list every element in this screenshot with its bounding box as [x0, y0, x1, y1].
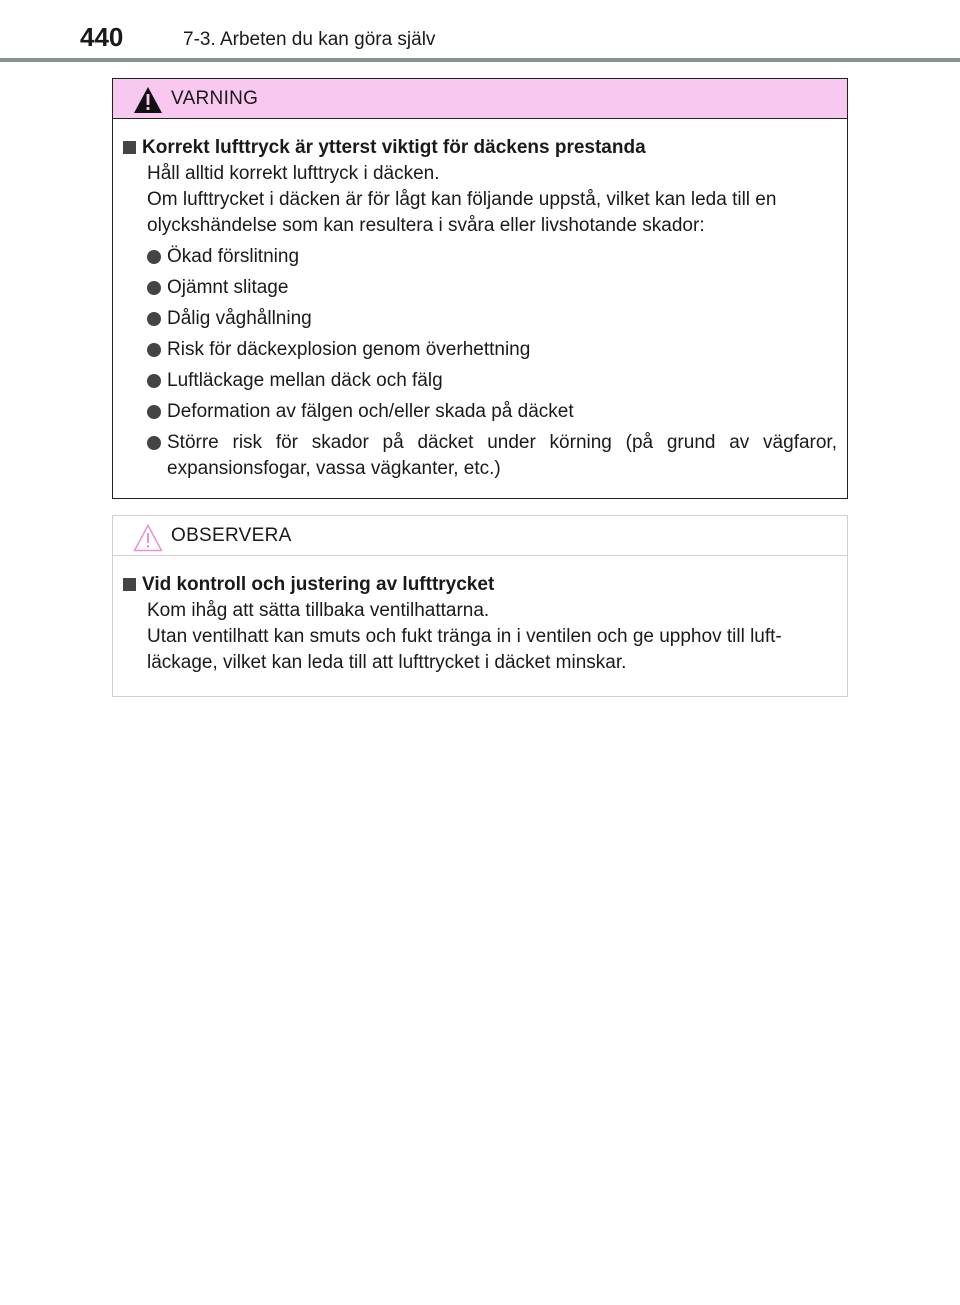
bullet-dot-icon: [147, 312, 161, 326]
list-item: Ökad förslitning: [147, 244, 837, 270]
notice-topic-text: Vid kontroll och justering av lufttrycket: [142, 574, 495, 595]
caution-triangle-icon: [133, 524, 163, 552]
square-bullet-icon: [123, 578, 136, 591]
bullet-dot-icon: [147, 374, 161, 388]
header-rule: [0, 58, 960, 62]
warning-box: [112, 78, 848, 499]
notice-header: [113, 516, 847, 556]
warning-triangle-icon: [133, 86, 163, 114]
list-item: Ojämnt slitage: [147, 275, 837, 301]
warning-topic: [123, 135, 837, 161]
list-item: Risk för däckexplosion genom överhettning: [147, 337, 837, 363]
list-item: Deformation av fälgen och/eller skada på däcket: [147, 399, 837, 425]
warning-list: [147, 244, 837, 482]
notice-box: [112, 515, 848, 697]
notice-body: [113, 572, 847, 676]
warning-body: [113, 135, 847, 482]
warning-intro-line1: Håll alltid korrekt lufttryck i däcken.: [147, 163, 440, 184]
warning-header: [113, 79, 847, 119]
bullet-dot-icon: [147, 281, 161, 295]
list-item: Större risk för skador på däcket under körning (på grund av vägfaror, expansionsfogar, vassa vägkanter, etc.): [147, 430, 837, 482]
list-item: Dålig våghållning: [147, 306, 837, 332]
warning-label: VARNING: [171, 88, 259, 109]
square-bullet-icon: [123, 141, 136, 154]
bullet-dot-icon: [147, 343, 161, 357]
warning-intro-line2: Om lufttrycket i däcken är för lågt kan följande uppstå, vilket kan leda till en olyckshändelse som kan resultera i svåra eller livshotande skador:: [147, 189, 777, 236]
page-number: 440: [80, 22, 124, 52]
notice-line2: Utan ventilhatt kan smuts och fukt tränga in i ventilen och ge upphov till luft-läckage, vilket kan leda till att lufttrycket i däcket minskar.: [147, 626, 782, 673]
notice-topic: [123, 572, 837, 598]
bullet-dot-icon: [147, 436, 161, 450]
notice-line1: Kom ihåg att sätta tillbaka ventilhattarna.: [147, 600, 490, 621]
list-item: Luftläckage mellan däck och fälg: [147, 368, 837, 394]
bullet-dot-icon: [147, 250, 161, 264]
section-title: 7-3. Arbeten du kan göra själv: [183, 29, 436, 50]
page-header: [0, 0, 960, 62]
notice-label: OBSERVERA: [171, 525, 292, 546]
warning-topic-text: Korrekt lufttryck är ytterst viktigt för däckens prestanda: [142, 137, 646, 158]
bullet-dot-icon: [147, 405, 161, 419]
